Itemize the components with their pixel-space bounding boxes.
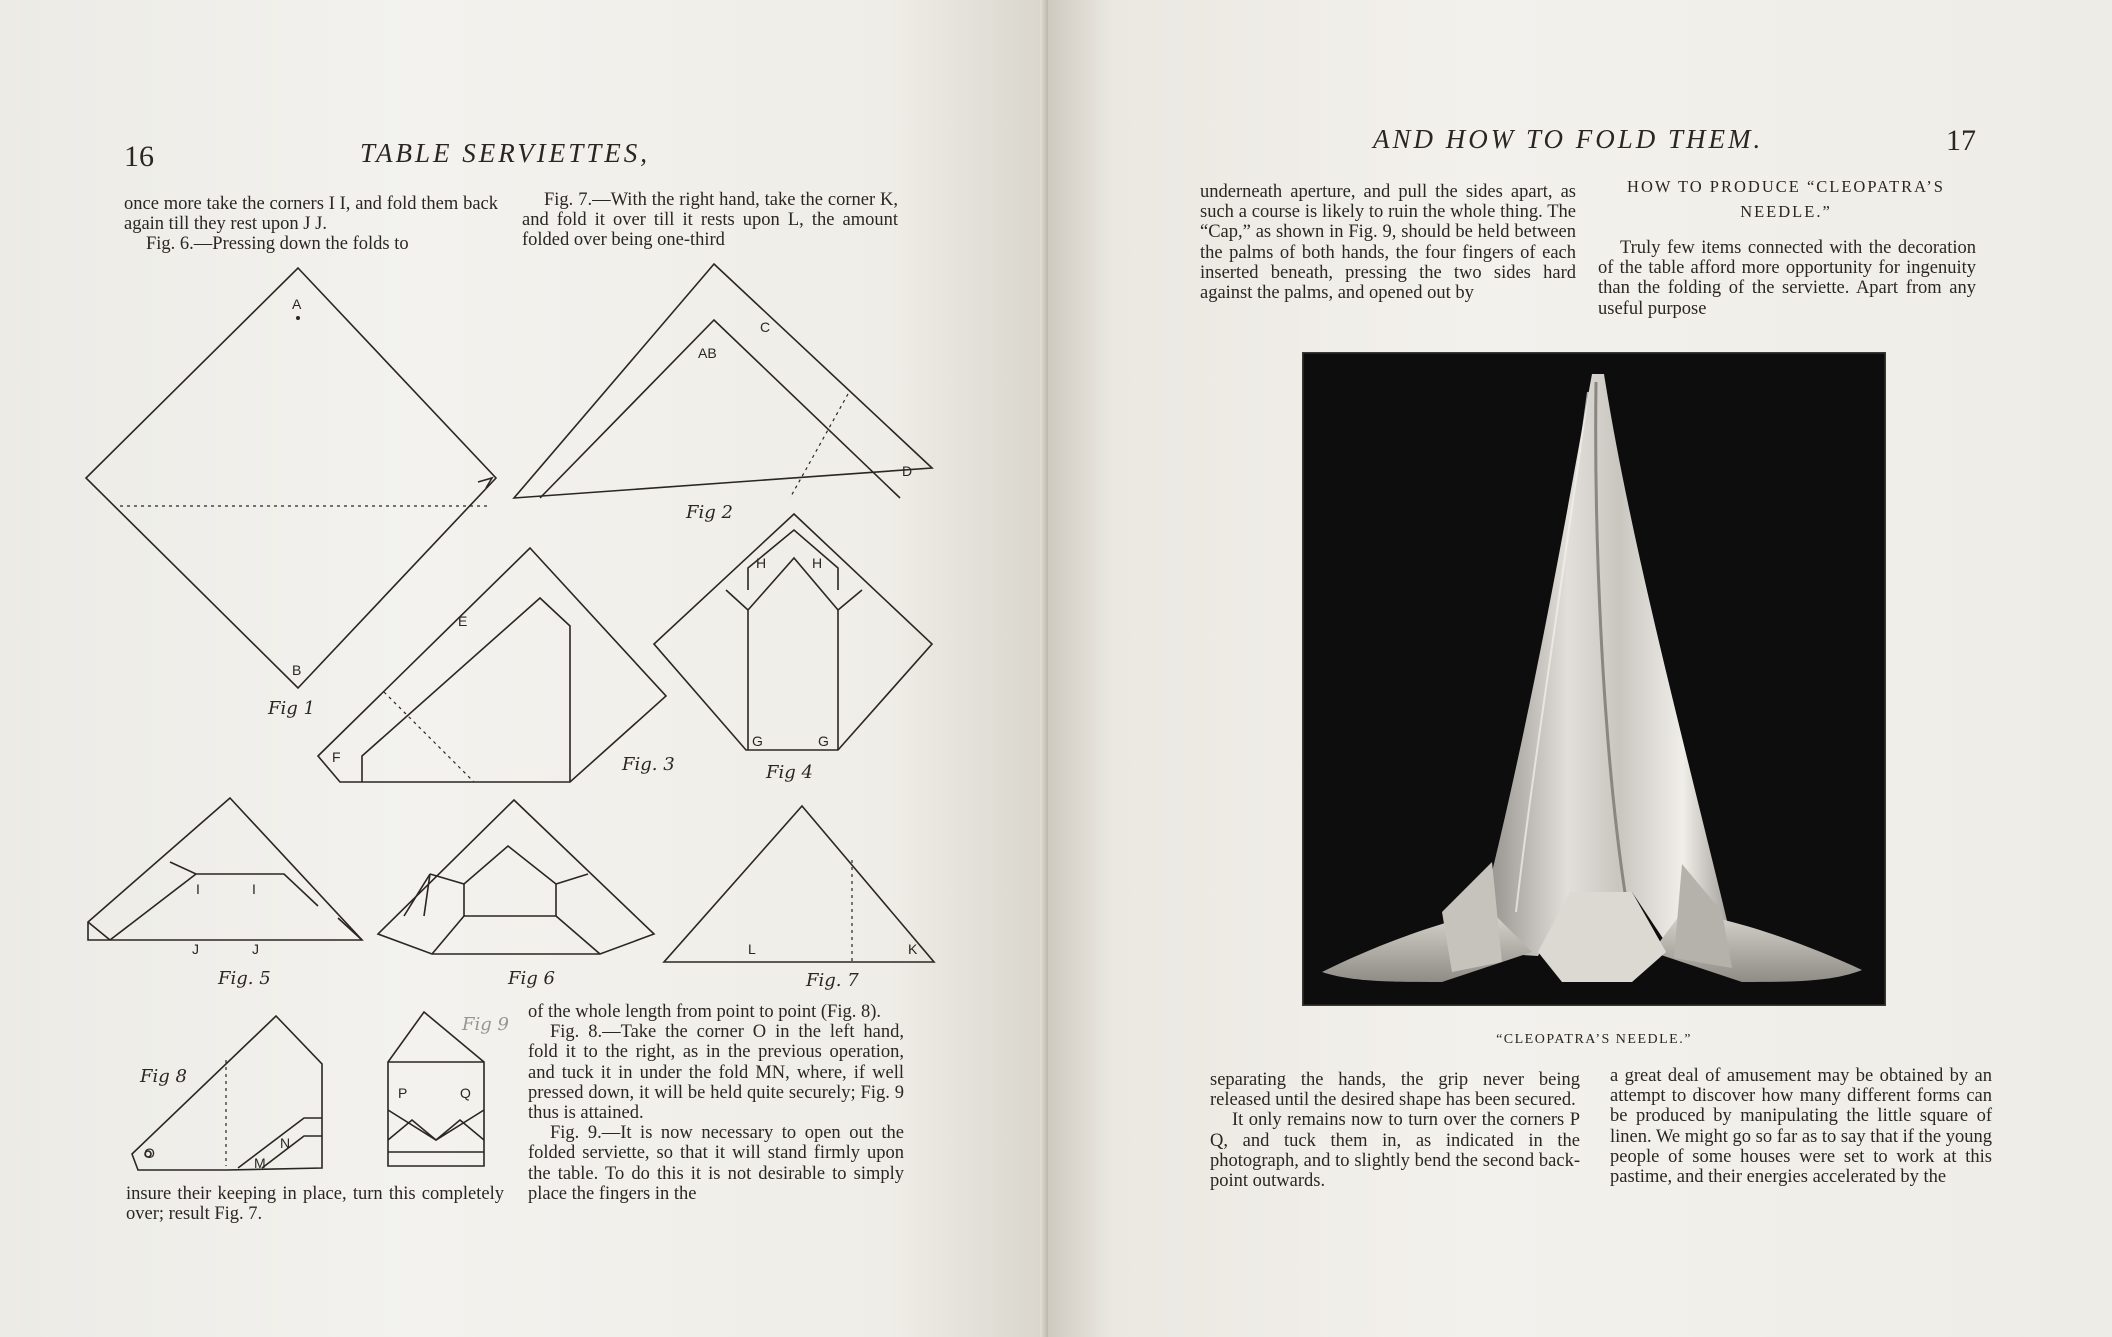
fig7-point-k: K (908, 941, 918, 957)
fig7-point-l: L (748, 941, 756, 957)
left-col2-bottom (528, 1002, 904, 1204)
paragraph: Fig. 7.—With the right hand, take the corner K, and fold it over till it rests upon L, the amount folded over being one-third (522, 190, 898, 251)
fig2-point-ab: AB (698, 345, 717, 361)
fig9-diagram (388, 1012, 509, 1166)
page-number: 16 (124, 140, 154, 173)
fig9-point-p: P (398, 1085, 408, 1101)
paragraph: insure their keeping in place, turn this completely over; result Fig. 7. (126, 1184, 504, 1225)
fig5-label: Fig. 5 (218, 968, 271, 989)
paragraph: once more take the corners I I, and fold them back again till they rest upon J J. (124, 194, 498, 235)
right-col1-bottom (1210, 1070, 1580, 1191)
cleopatras-needle-photo (1302, 352, 1886, 1006)
fig3-point-e: E (458, 613, 468, 629)
fig8-point-n: N (280, 1135, 291, 1151)
fig7-diagram (664, 806, 934, 991)
fig7-label: Fig. 7 (806, 970, 859, 991)
fig8-point-m: M (254, 1155, 266, 1171)
page-number: 17 (1946, 124, 1976, 157)
fig3-label: Fig. 3 (622, 754, 675, 775)
fig9-label: Fig 9 (462, 1014, 509, 1035)
fig5-point-j2: J (252, 941, 259, 957)
left-page (0, 0, 1048, 1337)
running-head: TABLE SERVIETTES, (360, 138, 651, 168)
fig1-point-a: A (292, 296, 302, 312)
fig4-diagram (654, 514, 932, 783)
fig1-point-b: B (292, 662, 302, 678)
fig6-diagram (378, 800, 654, 989)
fig2-point-c: C (760, 319, 771, 335)
fig8-label: Fig 8 (140, 1066, 187, 1087)
paragraph: Fig. 9.—It is now necessary to open out the folded serviette, so that it will stand firmly upon the table. To do this it is not desirable to simply place the fingers in the (528, 1123, 904, 1204)
photo-caption: “CLEOPATRA’S NEEDLE.” (1496, 1032, 1692, 1047)
fig5-diagram (88, 798, 362, 989)
fig9-point-q: Q (460, 1085, 471, 1101)
right-col2-top (1598, 238, 1976, 319)
fig4-point-h1: H (756, 555, 767, 571)
fig4-point-g1: G (752, 733, 763, 749)
fig2-diagram (514, 264, 932, 523)
fig5-point-i2: I (252, 881, 256, 897)
section-heading: HOW TO PRODUCE “CLEOPATRA’S NEEDLE.” (1627, 177, 1945, 221)
fig1-label: Fig 1 (268, 698, 315, 719)
paragraph: of the whole length from point to point (Fig. 8). (528, 1002, 881, 1022)
paragraph: It only remains now to turn over the corners P Q, and tuck them in, as indicated in the photograph, and to slightly bend the second back-point outwards. (1210, 1110, 1580, 1192)
right-col1-top (1200, 182, 1576, 303)
fig5-point-i1: I (196, 881, 200, 897)
paragraph: Fig. 8.—Take the corner O in the left hand, fold it to the right, as in the previous operation, and tuck it in under the fold MN, where, if well pressed down, it will be held quite securely; Fig. 9 thus is attained. (528, 1022, 904, 1124)
fig8-point-o: O (144, 1145, 155, 1161)
fig2-point-d: D (902, 463, 913, 479)
left-col1-bottom (126, 1184, 504, 1224)
paragraph: a great deal of amusement may be obtained by an attempt to discover how many different forms can be produced by manipulating the little square of linen. We might go so far as to say that if the young people of some houses were set to work at this pastime, and their energies accelerated by the (1610, 1066, 1992, 1188)
fig6-label: Fig 6 (508, 968, 555, 989)
paragraph: separating the hands, the grip never being released until the desired shape has been secured. (1210, 1070, 1580, 1111)
right-col2-bottom (1610, 1066, 1992, 1187)
fig3-diagram (318, 548, 675, 782)
fig1-diagram (86, 268, 496, 719)
paragraph: Fig. 6.—Pressing down the folds to (146, 234, 409, 255)
fig5-point-j1: J (192, 941, 199, 957)
fig8-diagram (132, 1016, 322, 1171)
fig3-point-f: F (332, 749, 341, 765)
paragraph: underneath aperture, and pull the sides apart, as such a course is likely to ruin the whole thing. The “Cap,” as shown in Fig. 9, should be held between the palms of both hands, the four fingers of each inserted beneath, pressing the two sides hard against the palms, and opened out by (1200, 182, 1576, 304)
fig2-label: Fig 2 (686, 502, 733, 523)
right-page (1048, 0, 2112, 1337)
running-head: AND HOW TO FOLD THEM. (1373, 124, 1764, 154)
fig4-point-h2: H (812, 555, 823, 571)
fig4-label: Fig 4 (766, 762, 813, 783)
paragraph: Truly few items connected with the decoration of the table afford more opportunity for ingenuity than the folding of the serviette. Apart from any useful purpose (1598, 238, 1976, 319)
fig4-point-g2: G (818, 733, 829, 749)
